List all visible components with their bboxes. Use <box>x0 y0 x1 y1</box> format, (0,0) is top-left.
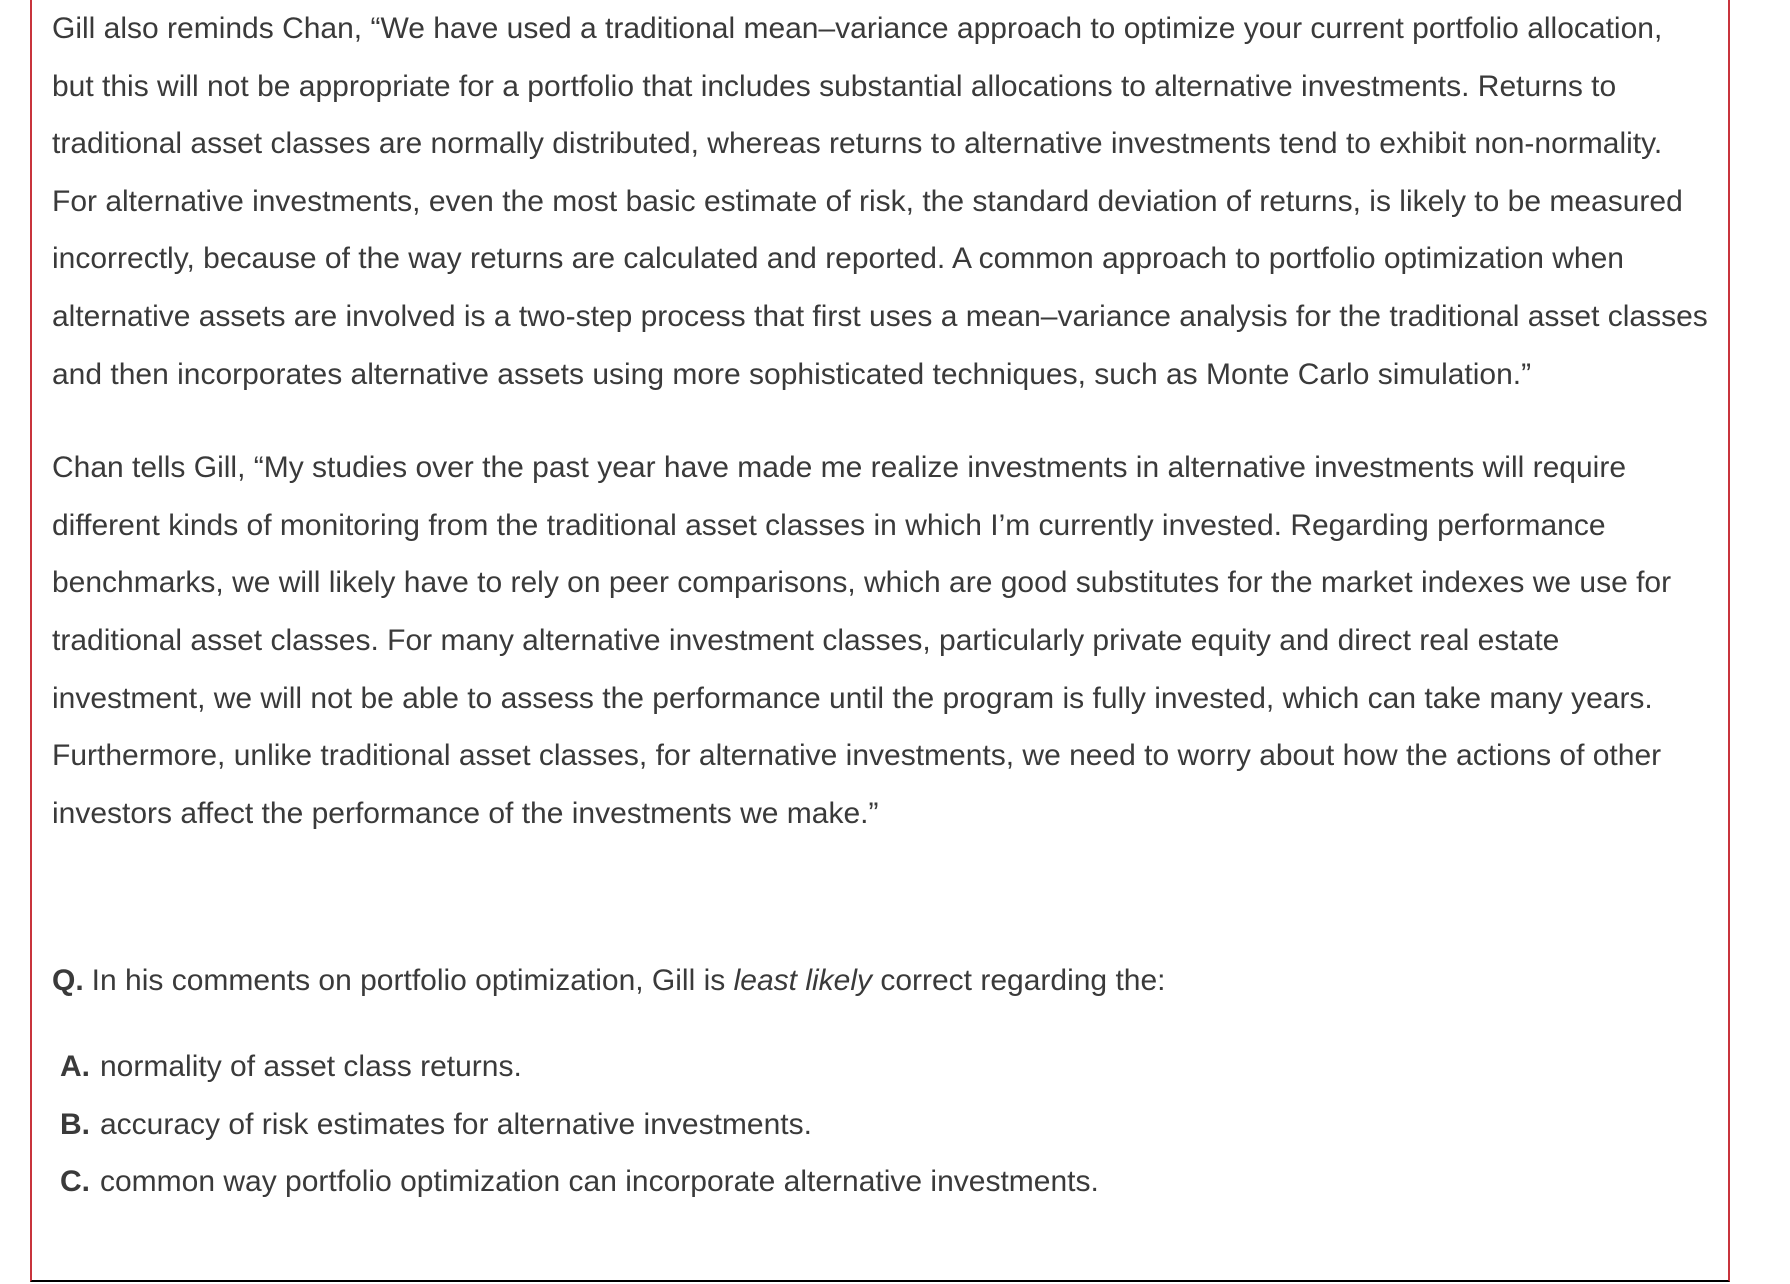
question-text-after: correct regarding the: <box>872 964 1166 998</box>
question-text-before: In his comments on portfolio optimization, Gill is <box>91 964 734 998</box>
option-letter: C. <box>60 1165 90 1199</box>
question-stem <box>52 952 1712 1010</box>
option-text: accuracy of risk estimates for alternative investments. <box>100 1107 812 1141</box>
option-letter: A. <box>60 1049 90 1083</box>
question-emphasis: least likely <box>733 964 872 998</box>
answer-option-c[interactable] <box>60 1153 1712 1211</box>
answer-options <box>52 1038 1712 1211</box>
passage-paragraph-1: Gill also reminds Chan, “We have used a traditional mean–variance approach to optimize your current portfolio allocation, but this will not be appropriate for a portfolio that includes substantial allocations to alternative investments. Returns to traditional asset classes are normally distributed, whereas returns to alternative investments tend to exhibit non-normality. For alternative investments, even the most basic estimate of risk, the standard deviation of returns, is likely to be measured incorrectly, because of the way returns are calculated and reported. A common approach to portfolio optimization when alternative assets are involved is a two-step process that first uses a mean–variance analysis for the traditional asset classes and then incorporates alternative assets using more sophisticated techniques, such as Monte Carlo simulation.” <box>52 12 1708 391</box>
answer-option-a[interactable] <box>60 1038 1712 1096</box>
option-letter: B. <box>60 1107 90 1141</box>
question-marker: Q. <box>52 964 84 998</box>
option-text: common way portfolio optimization can incorporate alternative investments. <box>100 1165 1099 1199</box>
answer-option-b[interactable] <box>60 1096 1712 1154</box>
passage-paragraph-2: Chan tells Gill, “My studies over the past year have made me realize investments in alternative investments will require different kinds of monitoring from the traditional asset classes in which I’m currently invested. Regarding performance benchmarks, we will likely have to rely on peer comparisons, which are good substitutes for the market indexes we use for traditional asset classes. For many alternative investment classes, particularly private equity and direct real estate investment, we will not be able to assess the performance until the program is fully invested, which can take many years. Furthermore, unlike traditional asset classes, for alternative investments, we need to worry about how the actions of other investors affect the performance of the investments we make.” <box>52 451 1672 830</box>
question-panel <box>52 0 1712 1211</box>
option-text: normality of asset class returns. <box>100 1049 522 1083</box>
